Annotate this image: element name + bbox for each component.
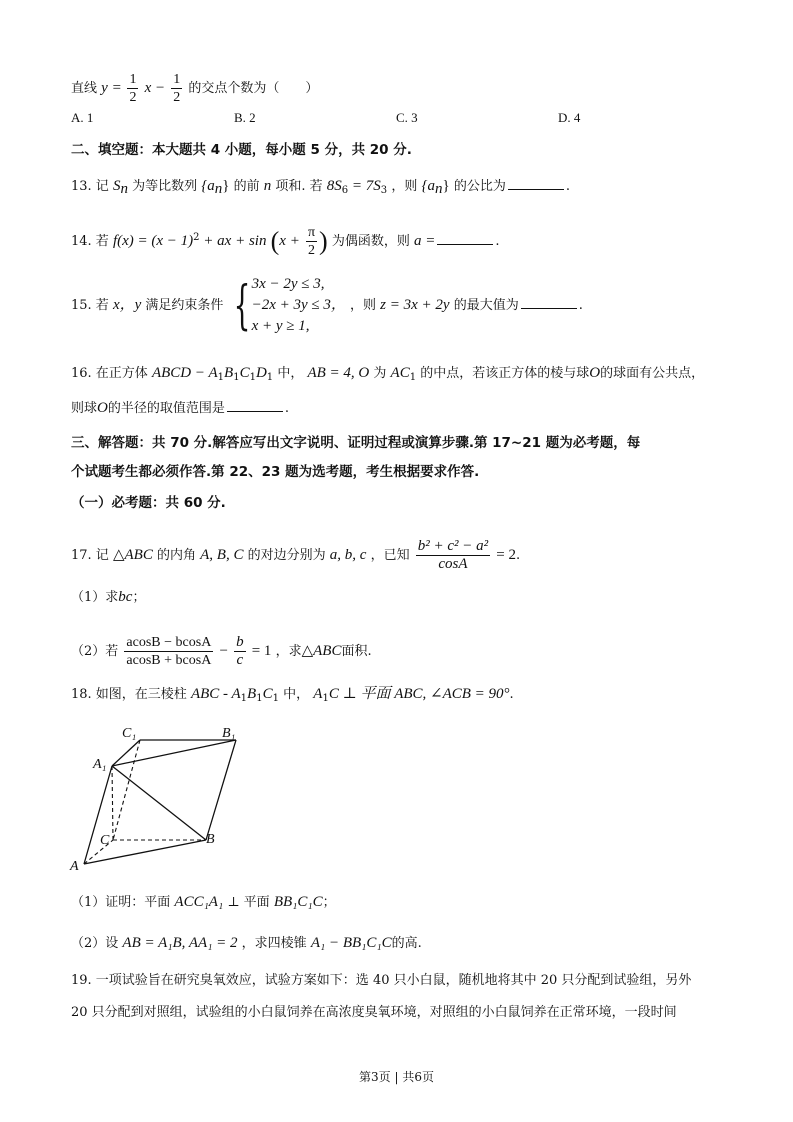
edge-c1-c <box>113 740 140 840</box>
prism-figure <box>68 722 248 872</box>
section-heading-fill-in: 二、填空题：本大题共 4 小题，每小题 5 分，共 20 分. <box>71 142 412 158</box>
fraction: $\frac{\pi}{2}$ <box>307 225 316 258</box>
edge-a1-c <box>112 766 113 840</box>
edge-b1-b <box>206 740 236 840</box>
label-c1: C₁ <box>122 726 137 741</box>
q16-line1: 16. 在正方体 ABCD − $A_1B_1C_1D_1$ 中， AB = 4, O 为 $AC_1$ 的中点，若该正方体的棱与球O的球面有公共点， <box>71 365 705 383</box>
q12-option-d: D. 4 <box>558 110 581 125</box>
fraction: $\frac{1}{2}$ <box>173 72 181 105</box>
edge-a1-a <box>84 766 112 864</box>
q17-part1: （1）求bc； <box>71 589 146 605</box>
subsection-heading-required: （一）必考题：共 60 分. <box>71 495 226 511</box>
q18-part1: （1）证明：平面 ACC₁A₁ ⊥ 平面 BB₁C₁C； <box>71 894 336 910</box>
q18-stem: 18. 如图，在三棱柱 ABC - $A_1B_1C_1$ 中， $A_1C$ ⊥ 平面 ABC, ∠ACB = 90°. <box>71 686 514 704</box>
fraction: $\frac{b}{c}$ <box>236 634 244 668</box>
section-heading-solve-line1: 三、解答题：共 70 分.解答应写出文字说明、证明过程或演算步骤.第 17~21 题为必考题，每 <box>71 435 641 451</box>
answer-blank <box>521 296 577 309</box>
q12-option-c: C. 3 <box>396 110 418 125</box>
edge-a1-b <box>112 766 206 840</box>
edge-a1-b1 <box>112 740 236 766</box>
edge-a1-c1 <box>112 740 140 766</box>
label-a: A <box>70 859 79 872</box>
answer-blank <box>227 399 283 412</box>
constraint-system: { 3x − 2y ≤ 3, −2x + 3y ≤ 3， x + y ≥ 1, <box>233 274 346 336</box>
answer-blank <box>508 177 564 190</box>
q19-line1: 19. 一项试验旨在研究臭氧效应，试验方案如下：选 40 只小白鼠，随机地将其中 20 只分配到试验组，另外 <box>71 973 692 988</box>
q18-part2: （2）设 AB = A₁B, AA₁ = 2 ，求四棱锥 A₁ − BB₁C₁C的高. <box>71 935 422 951</box>
q12-option-b: B. 2 <box>234 110 256 125</box>
fraction: $\frac{\text{b² + c² − a²}}{\cos A}$ <box>417 538 489 572</box>
label-b1: B₁ <box>222 726 236 741</box>
label-a1: A₁ <box>93 757 107 772</box>
fraction: $\frac{1}{2}$ <box>129 72 137 105</box>
answer-blank <box>437 232 493 245</box>
q14: 14. 若 $f(x) = (x - 1)^2$ + ax + sin (x + $\frac{\pi}{2}$ ) 为偶函数，则 a = . <box>71 225 500 258</box>
label-c: C <box>100 833 110 848</box>
q12-stem: 直线 y = $\frac{1}{2}$ x − $\frac{1}{2}$ 的交点个数为（ ） <box>71 72 319 105</box>
label-b: B <box>206 832 215 847</box>
section-heading-solve-line2: 个试题考生都必须作答.第 22、23 题为选考题，考生根据要求作答. <box>71 464 480 480</box>
q15: 15. 若 x，y 满足约束条件 { 3x − 2y ≤ 3, −2x + 3y ≤ 3， x + y ≥ 1, ，则 z = 3x + 2y 的最大值为 . <box>71 274 583 336</box>
q12-option-a: A. 1 <box>71 110 94 125</box>
q19-line2: 20 只分配到对照组，试验组的小白鼠饲养在高浓度臭氧环境，对照组的小白鼠饲养在正常环境，一段时间 <box>71 1005 677 1020</box>
q13: 13. 记 $S_n$ 为等比数列 $\{a_n\}$ 的前 n 项和. 若 $8S_6 = 7S_3$ ，则 $\{a_n\}$ 的公比为 . <box>71 178 570 197</box>
fraction: $\frac{acosB - bcosA}{acosB + bcosA}$ <box>126 635 212 668</box>
page-footer: 第3页 | 共6页 <box>359 1070 434 1084</box>
q17-part2: （2）若 $\frac{acosB - bcosA}{acosB + bcosA}$ − $\frac{b}{c}$ = 1 ，求△ABC面积. <box>71 634 372 668</box>
q17-stem: 17. 记 △ABC 的内角 A, B, C 的对边分别为 a, b, c ，已知 $\frac{\text{b² + c² − a²}}{\cos A}$ = 2. <box>71 538 521 572</box>
q16-line2: 则球O的半径的取值范围是 . <box>71 400 290 416</box>
